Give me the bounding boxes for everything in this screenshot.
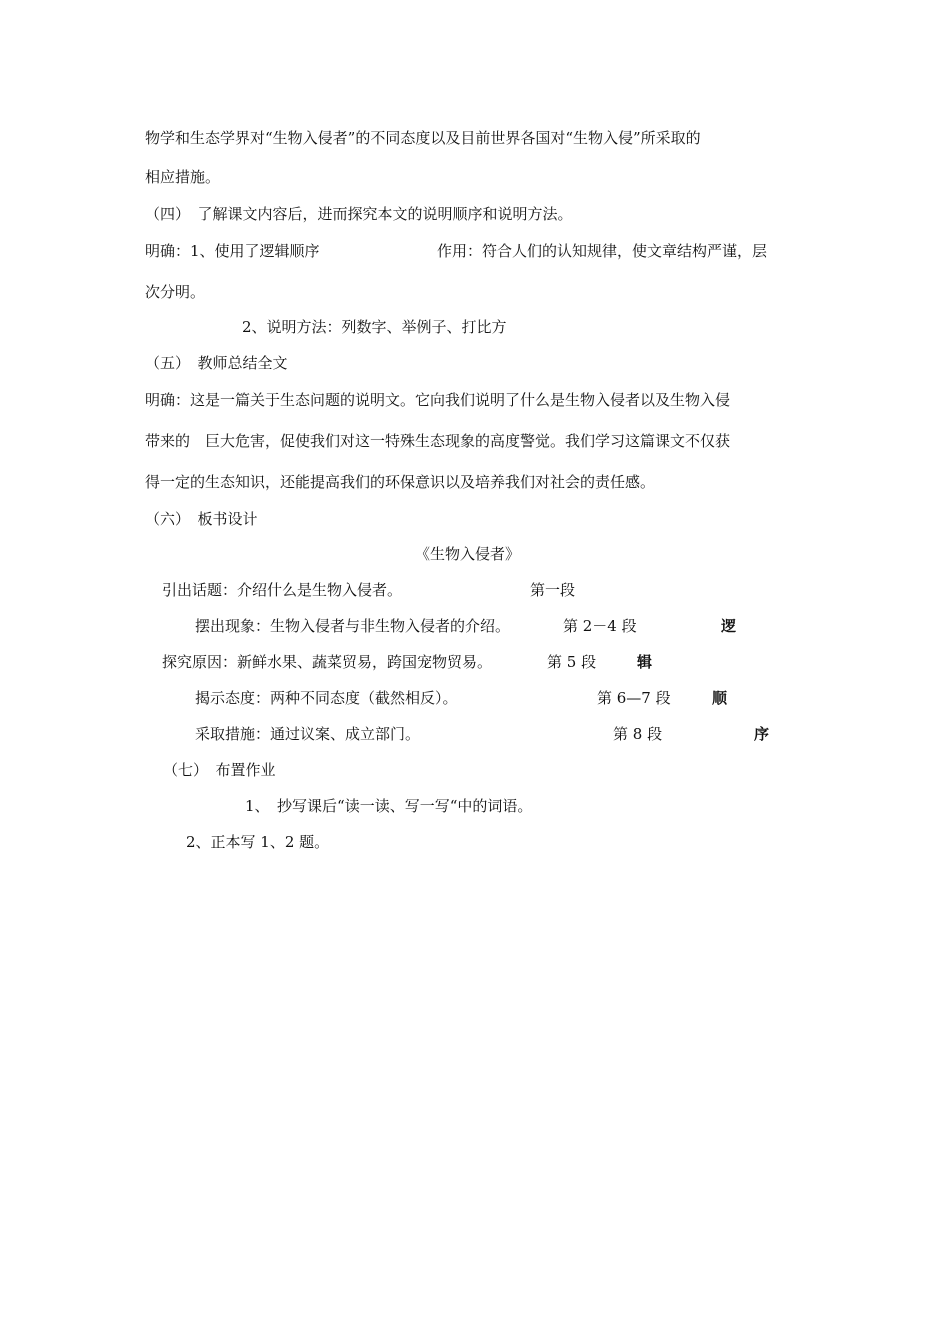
section-4-answer-b: 作用：符合人们的认知规律，使文章结构严谨，层 bbox=[437, 242, 768, 260]
section-5-line-3: 得一定的生态知识，还能提高我们的环保意识以及培养我们对社会的责任感。 bbox=[145, 473, 656, 491]
section-6-heading: （六） 板书设计 bbox=[145, 510, 258, 528]
board-row-paragraph: 第 8 段 bbox=[613, 725, 663, 743]
board-row-paragraph: 第一段 bbox=[530, 581, 576, 599]
section-5-line-1: 明确：这是一篇关于生态问题的说明文。它向我们说明了什么是生物入侵者以及生物入侵 bbox=[145, 391, 731, 409]
board-row-order-mark: 顺 bbox=[712, 689, 728, 707]
section-4-answer-c: 次分明。 bbox=[145, 283, 206, 301]
board-row-text: 探究原因：新鲜水果、蔬菜贸易，跨国宠物贸易。 bbox=[162, 653, 493, 671]
board-row-paragraph: 第 2－4 段 bbox=[563, 617, 637, 635]
intro-line-1: 物学和生态学界对“生物入侵者”的不同态度以及目前世界各国对“生物入侵”所采取的 bbox=[145, 129, 701, 147]
board-row-text: 采取措施：通过议案、成立部门。 bbox=[195, 725, 421, 743]
section-4-answer-d: 2、说明方法：列数字、举例子、打比方 bbox=[242, 318, 507, 336]
section-4-heading: （四） 了解课文内容后，进而探究本文的说明顺序和说明方法。 bbox=[145, 205, 573, 223]
homework-item-1: 1、 抄写课后“读一读、写一写“中的词语。 bbox=[245, 797, 533, 815]
board-row-order-mark: 序 bbox=[754, 725, 770, 743]
board-row-order-mark: 逻 bbox=[721, 617, 737, 635]
section-5-heading: （五） 教师总结全文 bbox=[145, 354, 288, 372]
board-title: 《生物入侵者》 bbox=[415, 545, 521, 563]
section-4-answer-a: 明确：1、使用了逻辑顺序 bbox=[145, 242, 320, 260]
section-7-heading: （七） 布置作业 bbox=[163, 761, 276, 779]
board-row-paragraph: 第 6—7 段 bbox=[597, 689, 671, 707]
board-row-order-mark: 辑 bbox=[637, 653, 653, 671]
board-row-text: 摆出现象：生物入侵者与非生物入侵者的介绍。 bbox=[195, 617, 511, 635]
board-row-text: 揭示态度：两种不同态度（截然相反）。 bbox=[195, 689, 458, 707]
homework-item-2: 2、正本写 1、2 题。 bbox=[186, 833, 330, 851]
intro-line-2: 相应措施。 bbox=[145, 168, 221, 186]
board-row-paragraph: 第 5 段 bbox=[547, 653, 597, 671]
board-row-text: 引出话题：介绍什么是生物入侵者。 bbox=[162, 581, 403, 599]
section-5-line-2: 带来的 巨大危害，促使我们对这一特殊生态现象的高度警觉。我们学习这篇课文不仅获 bbox=[145, 432, 731, 450]
